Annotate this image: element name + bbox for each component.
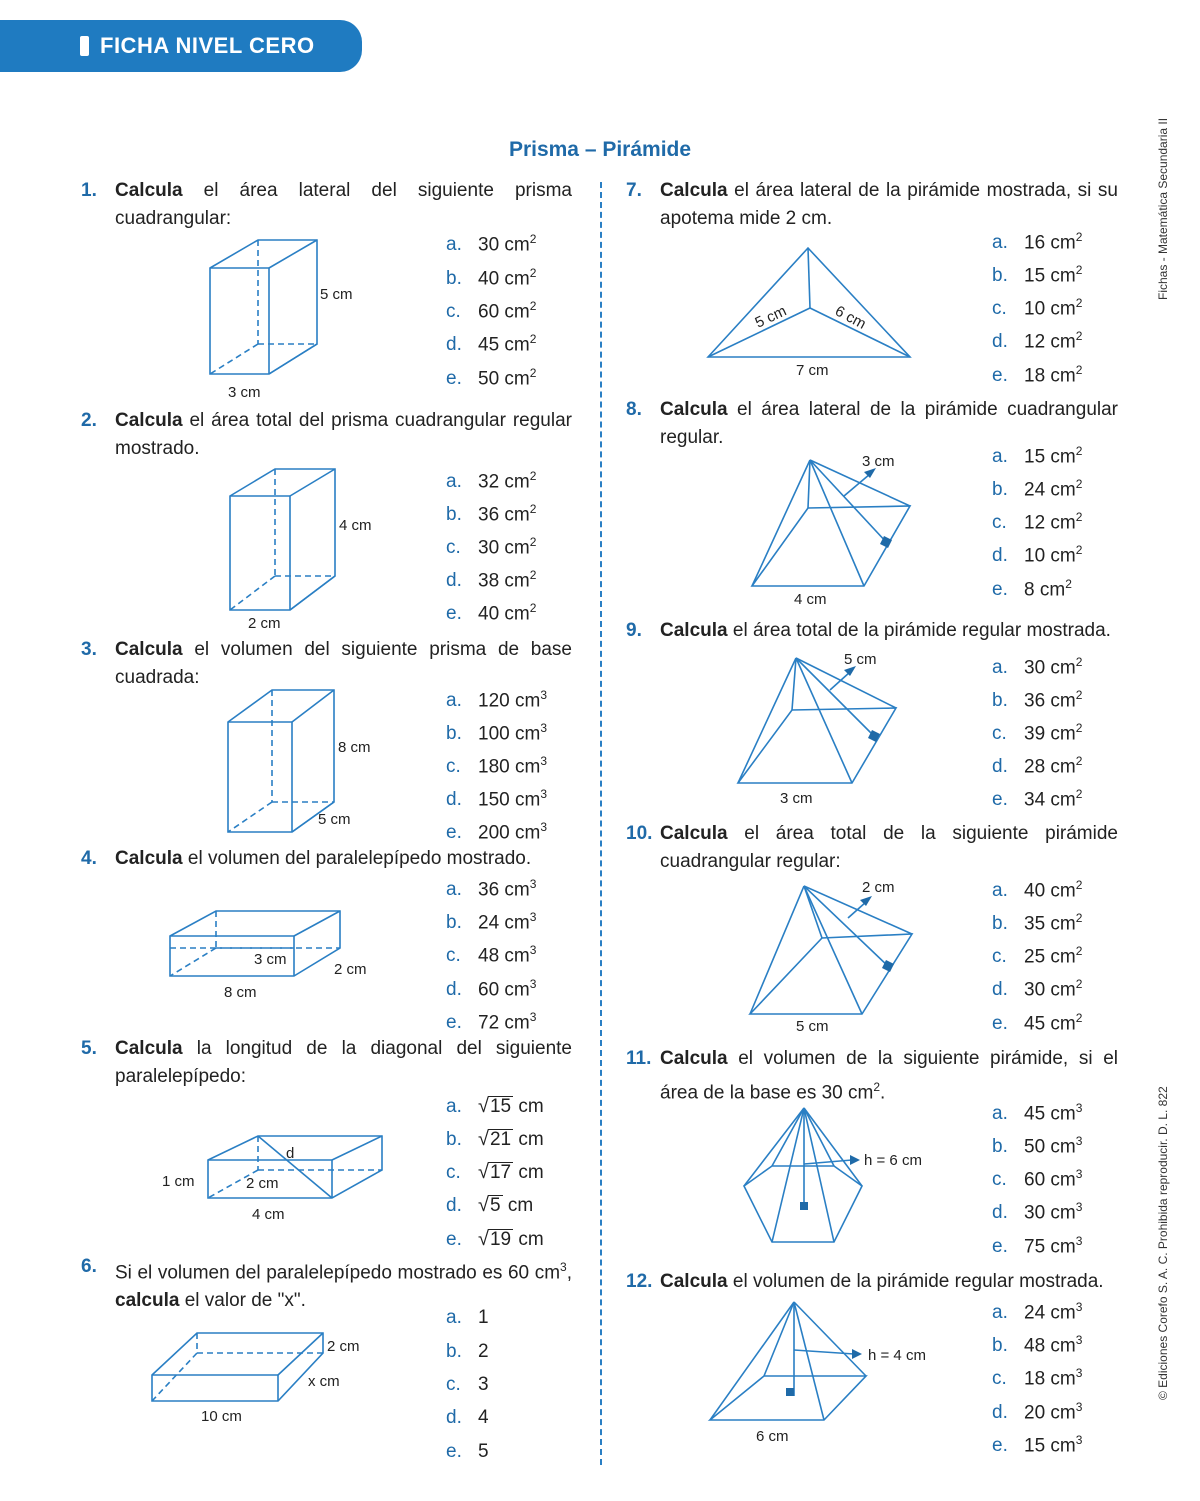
figure-label: 6 cm — [832, 302, 869, 333]
option-e[interactable]: e. 15 $cm^3$ — [992, 1433, 1083, 1457]
question-number: 8. — [626, 399, 642, 420]
question-keyword: Calcula — [115, 410, 183, 431]
question-text: el valor de "x". — [179, 1290, 306, 1312]
option-d[interactable]: d. 20 $cm^3$ — [992, 1400, 1083, 1424]
question-number: 9. — [626, 620, 642, 641]
question-9 — [626, 617, 1118, 645]
option-c[interactable]: c. 39 $cm^2$ — [992, 721, 1083, 745]
figure-pyramid-12 — [700, 1296, 950, 1451]
question-text: el área lateral de la pirámide cuadrangular regular. — [660, 399, 1118, 448]
option-a[interactable]: a. 36 $cm^3$ — [446, 877, 537, 901]
figure-prism-1 — [200, 232, 370, 402]
option-b[interactable]: b. 35 $cm^2$ — [992, 911, 1083, 935]
figure-label: 5 cm — [318, 811, 351, 828]
option-c[interactable]: c. 48 $cm^3$ — [446, 943, 537, 967]
question-6 — [81, 1253, 572, 1315]
question-text: el área total del prisma cuadrangular regular mostrado. — [115, 410, 572, 459]
question-number: 6. — [81, 1256, 97, 1277]
figure-pyramid-11 — [730, 1104, 950, 1249]
question-number: 3. — [81, 639, 97, 660]
question-5 — [81, 1035, 572, 1091]
figure-label: 4 cm — [339, 517, 372, 534]
option-d[interactable]: d. 60 $cm^3$ — [446, 977, 537, 1001]
figure-label: 5 cm — [796, 1018, 829, 1035]
option-a[interactable]: a. 30 $cm^2$ — [992, 655, 1083, 679]
question-10 — [626, 820, 1118, 876]
option-d[interactable]: d. 45 $cm^2$ — [446, 332, 537, 356]
figure-label: 3 cm — [780, 790, 813, 807]
option-c[interactable]: c. √17 cm — [446, 1161, 544, 1183]
figure-label: 1 cm — [162, 1173, 195, 1190]
question-keyword: Calcula — [660, 399, 728, 420]
figure-pyramid-7 — [700, 242, 920, 382]
option-e[interactable]: e. 75 $cm^3$ — [992, 1234, 1083, 1258]
figure-label: 7 cm — [796, 362, 829, 379]
figure-label: 8 cm — [224, 984, 257, 1001]
figure-prism-2 — [220, 464, 390, 634]
figure-box-4 — [160, 902, 390, 1002]
option-a[interactable]: a. √15 cm — [446, 1095, 544, 1117]
option-b[interactable]: b. 24 $cm^3$ — [446, 910, 537, 934]
option-a[interactable]: a. 24 $cm^3$ — [992, 1300, 1083, 1324]
option-c[interactable]: c. 10 $cm^2$ — [992, 296, 1083, 320]
option-c[interactable]: c. 25 $cm^2$ — [992, 944, 1083, 968]
option-b[interactable]: b. 48 $cm^3$ — [992, 1333, 1083, 1357]
header-title: FICHA NIVEL CERO — [100, 33, 315, 58]
figure-label: 8 cm — [338, 739, 371, 756]
question-4 — [81, 845, 572, 873]
question-number: 12. — [626, 1271, 653, 1292]
option-b[interactable]: b. 24 $cm^2$ — [992, 477, 1083, 501]
option-a[interactable]: a. 16 $cm^2$ — [992, 230, 1083, 254]
question-keyword: Calcula — [115, 639, 183, 660]
figure-label: 2 cm — [862, 879, 895, 896]
option-b[interactable]: b. 50 $cm^3$ — [992, 1134, 1083, 1158]
question-text: el volumen de la siguiente pirámide, si el área de la base es 30 cm — [660, 1048, 1118, 1104]
option-e[interactable]: e. 50 $cm^2$ — [446, 366, 537, 390]
option-a[interactable]: a. 30 $cm^2$ — [446, 232, 537, 256]
option-a[interactable]: a. 40 $cm^2$ — [992, 878, 1083, 902]
option-b[interactable]: b. √21 cm — [446, 1128, 544, 1150]
figure-label: 3 cm — [228, 384, 261, 401]
figure-label: h = 4 cm — [868, 1347, 926, 1364]
option-d[interactable]: d. 12 $cm^2$ — [992, 329, 1083, 353]
option-a[interactable]: a. 32 $cm^2$ — [446, 469, 537, 493]
option-d[interactable]: d. 10 $cm^2$ — [992, 543, 1083, 567]
question-keyword: Calcula — [660, 620, 728, 641]
option-d[interactable]: d. 150 $cm^3$ — [446, 787, 547, 811]
figure-label: 6 cm — [756, 1428, 789, 1445]
figure-pyramid-9 — [730, 648, 920, 808]
question-text: el volumen del siguiente prisma de base cuadrada: — [115, 639, 572, 688]
option-a[interactable]: a. 45 $cm^3$ — [992, 1101, 1083, 1125]
figure-label: 2 cm — [327, 1338, 360, 1355]
figure-box-6 — [145, 1325, 385, 1435]
side-label-top: Fichas - Matemática Secundaria II — [1156, 117, 1170, 300]
option-d[interactable]: d. 38 $cm^2$ — [446, 568, 537, 592]
question-number: 5. — [81, 1038, 97, 1059]
option-c[interactable]: c. 18 $cm^3$ — [992, 1366, 1083, 1390]
question-number: 7. — [626, 180, 642, 201]
option-e[interactable]: e. 72 $cm^3$ — [446, 1010, 537, 1034]
option-e[interactable]: e. √19 cm — [446, 1228, 544, 1250]
option-e[interactable]: e. 40 $cm^2$ — [446, 601, 537, 625]
question-text: la longitud de la diagonal del siguiente paralelepípedo: — [115, 1038, 572, 1087]
header-banner — [0, 20, 362, 72]
option-e[interactable]: e. 200 $cm^3$ — [446, 820, 547, 844]
question-text: . — [880, 1082, 886, 1104]
question-number: 1. — [81, 180, 97, 201]
question-text: el volumen de la pirámide regular mostrada. — [727, 1271, 1104, 1292]
option-b[interactable]: b. 2 — [446, 1341, 489, 1362]
question-1 — [81, 177, 572, 233]
option-b[interactable]: b. 15 $cm^2$ — [992, 263, 1083, 287]
option-c[interactable]: c. 3 — [446, 1374, 489, 1395]
question-number: 2. — [81, 410, 97, 431]
option-a[interactable]: a. 1 — [446, 1307, 489, 1328]
question-keyword: Calcula — [115, 1038, 183, 1059]
option-c[interactable]: c. 12 $cm^2$ — [992, 510, 1083, 534]
figure-label: 2 cm — [248, 615, 281, 632]
option-d[interactable]: d. 30 $cm^2$ — [992, 977, 1083, 1001]
question-text: el volumen del paralelepípedo mostrado. — [182, 848, 532, 869]
figure-label: 5 cm — [752, 302, 790, 332]
question-number: 11. — [626, 1048, 652, 1069]
figure-prism-3 — [220, 684, 390, 844]
option-d[interactable]: d. 4 — [446, 1407, 489, 1428]
option-e[interactable]: e. 5 — [446, 1441, 489, 1462]
figure-label: 3 cm — [254, 951, 287, 968]
figure-pyramid-8 — [740, 448, 940, 613]
question-keyword: Calcula — [660, 823, 728, 844]
figure-label: d — [286, 1145, 295, 1162]
option-c[interactable]: c. 60 $cm^3$ — [992, 1167, 1083, 1191]
superscript: 3 — [560, 1260, 567, 1274]
question-2 — [81, 407, 572, 463]
figure-label: x cm — [308, 1373, 340, 1390]
question-text: el área lateral del siguiente prisma cuadrangular: — [115, 180, 572, 229]
figure-label: 10 cm — [201, 1408, 242, 1425]
figure-box-5 — [158, 1128, 398, 1228]
option-b[interactable]: b. 100 $cm^3$ — [446, 721, 547, 745]
figure-pyramid-10 — [740, 876, 930, 1036]
side-label-bottom: © Ediciones Corefo S. A. C. Prohibida reproducir. D. L. 822 — [1156, 1086, 1170, 1400]
figure-label: 3 cm — [862, 453, 895, 470]
option-e[interactable]: e. 34 $cm^2$ — [992, 787, 1083, 811]
figure-label: 2 cm — [246, 1175, 279, 1192]
figure-label: 5 cm — [320, 286, 353, 303]
option-e[interactable]: e. 45 $cm^2$ — [992, 1011, 1083, 1035]
question-keyword: Calcula — [115, 180, 183, 201]
question-text: el área total de la pirámide regular mostrada. — [727, 620, 1111, 641]
figure-label: h = 6 cm — [864, 1152, 922, 1169]
question-text: el área total de la siguiente pirámide cuadrangular regular: — [660, 823, 1118, 872]
option-b[interactable]: b. 40 $cm^2$ — [446, 266, 537, 290]
figure-label: 5 cm — [844, 651, 877, 668]
question-11 — [626, 1045, 1118, 1107]
superscript: 2 — [873, 1080, 881, 1094]
question-text: Si el volumen del paralelepípedo mostrado es 60 cm — [115, 1262, 561, 1284]
question-number: 4. — [81, 848, 97, 869]
figure-label: 4 cm — [252, 1206, 285, 1223]
option-b[interactable]: b. 36 $cm^2$ — [992, 688, 1083, 712]
option-c[interactable]: c. 60 $cm^2$ — [446, 299, 537, 323]
option-d[interactable]: d. 28 $cm^2$ — [992, 754, 1083, 778]
option-a[interactable]: a. 120 $cm^3$ — [446, 688, 547, 712]
question-7 — [626, 177, 1118, 233]
figure-label: 4 cm — [794, 591, 827, 608]
question-number: 10. — [626, 823, 653, 844]
page-title: Prisma – Pirámide — [508, 138, 692, 161]
question-text: , — [566, 1262, 572, 1284]
question-keyword: Calcula — [660, 1271, 728, 1292]
column-divider — [600, 182, 602, 1465]
question-keyword: calcula — [115, 1290, 180, 1312]
question-12 — [626, 1268, 1118, 1296]
question-keyword: Calcula — [115, 848, 183, 869]
header-bar-icon — [80, 36, 89, 56]
option-a[interactable]: a. 15 $cm^2$ — [992, 444, 1083, 468]
option-b[interactable]: b. 36 $cm^2$ — [446, 502, 537, 526]
option-c[interactable]: c. 180 $cm^3$ — [446, 754, 547, 778]
option-c[interactable]: c. 30 $cm^2$ — [446, 535, 537, 559]
figure-label: 2 cm — [334, 961, 367, 978]
question-keyword: Calcula — [660, 180, 728, 201]
option-d[interactable]: d. √5 cm — [446, 1194, 534, 1216]
option-d[interactable]: d. 30 $cm^3$ — [992, 1200, 1083, 1224]
question-text: el área lateral de la pirámide mostrada, si su apotema mide 2 cm. — [660, 180, 1118, 229]
option-e[interactable]: e. 8 $cm^2$ — [992, 577, 1072, 601]
question-keyword: Calcula — [660, 1048, 728, 1069]
option-e[interactable]: e. 18 $cm^2$ — [992, 363, 1083, 387]
